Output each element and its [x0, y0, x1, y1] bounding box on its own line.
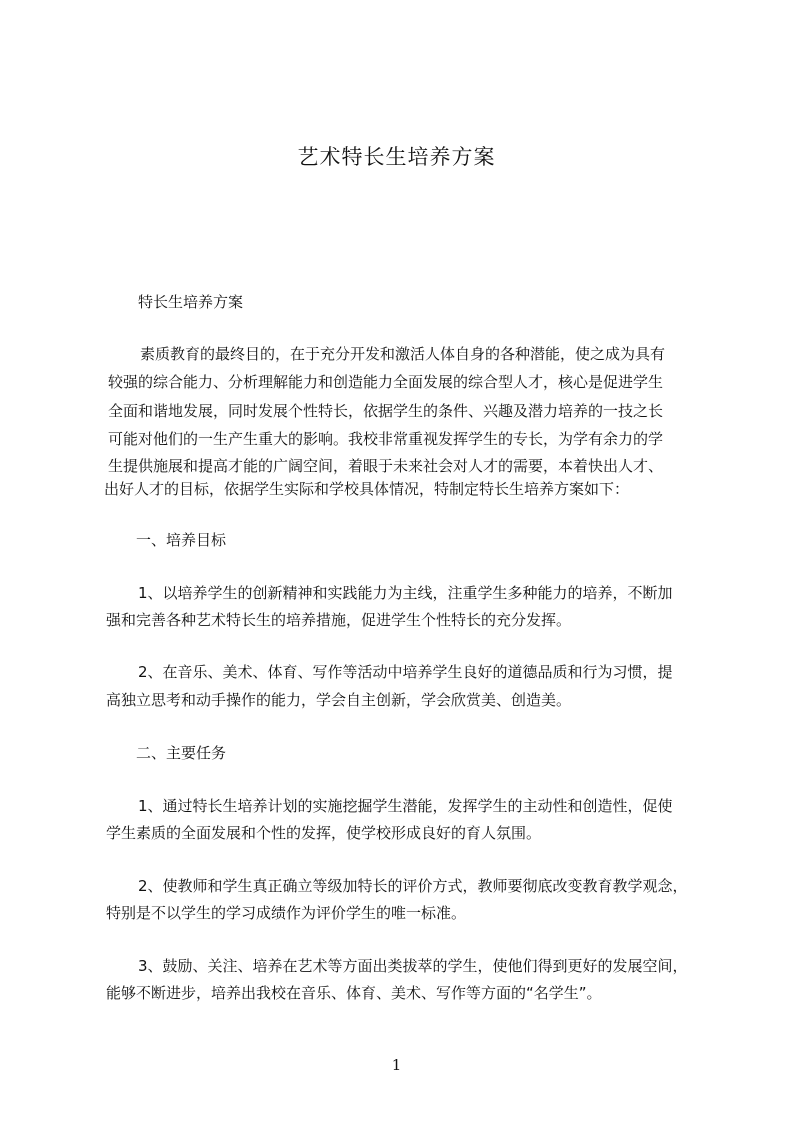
- paragraph-line: 高独立思考和动手操作的能力，学会自主创新，学会欣赏美、创造美。: [106, 691, 572, 709]
- paragraph-line: 生提供施展和提高才能的广阔空间，着眼于未来社会对人才的需要，本着快出人才、: [108, 457, 664, 475]
- paragraph-line: 学生素质的全面发展和个性的发挥，使学校形成良好的育人氛围。: [106, 824, 542, 842]
- paragraph-line: 特别是不以学生的学习成绩作为评价学生的唯一标准。: [106, 904, 467, 922]
- paragraph-line: 较强的综合能力、分析理解能力和创造能力全面发展的综合型人才，核心是促进学生: [108, 373, 664, 391]
- section-heading: 一、培养目标: [136, 531, 227, 549]
- paragraph-line: 3、鼓励、关注、培养在艺术等方面出类拔萃的学生，使他们得到更好的发展空间，: [138, 957, 688, 975]
- document-title: 艺术特长生培养方案: [297, 145, 496, 169]
- document-subtitle: 特长生培养方案: [138, 293, 244, 311]
- paragraph-line: 2、使教师和学生真正确立等级加特长的评价方式，教师要彻底改变教育教学观念，: [138, 877, 688, 895]
- paragraph-line: 出好人才的目标，依据学生实际和学校具体情况，特制定特长生培养方案如下：: [104, 480, 630, 498]
- page-number: 1: [391, 1056, 402, 1074]
- paragraph-line: 能够不断进步，培养出我校在音乐、体育、美术、写作等方面的“名学生”。: [106, 984, 602, 1002]
- paragraph-line: 强和完善各种艺术特长生的培养措施，促进学生个性特长的充分发挥。: [106, 611, 572, 629]
- paragraph-line: 1、通过特长生培养计划的实施挖掘学生潜能，发挥学生的主动性和创造性，促使: [138, 797, 673, 815]
- paragraph-line: 可能对他们的一生产生重大的影响。我校非常重视发挥学生的专长，为学有余力的学: [108, 430, 664, 448]
- paragraph-line: 素质教育的最终目的，在于充分开发和激活人体自身的各种潜能，使之成为具有: [140, 345, 666, 363]
- paragraph-line: 2、在音乐、美术、体育、写作等活动中培养学生良好的道德品质和行为习惯，提: [138, 663, 673, 681]
- paragraph-line: 全面和谐地发展，同时发展个性特长，依据学生的条件、兴趣及潜力培养的一技之长: [108, 402, 664, 420]
- section-heading: 二、主要任务: [136, 744, 227, 762]
- paragraph-line: 1、以培养学生的创新精神和实践能力为主线，注重学生多种能力的培养，不断加: [138, 584, 673, 602]
